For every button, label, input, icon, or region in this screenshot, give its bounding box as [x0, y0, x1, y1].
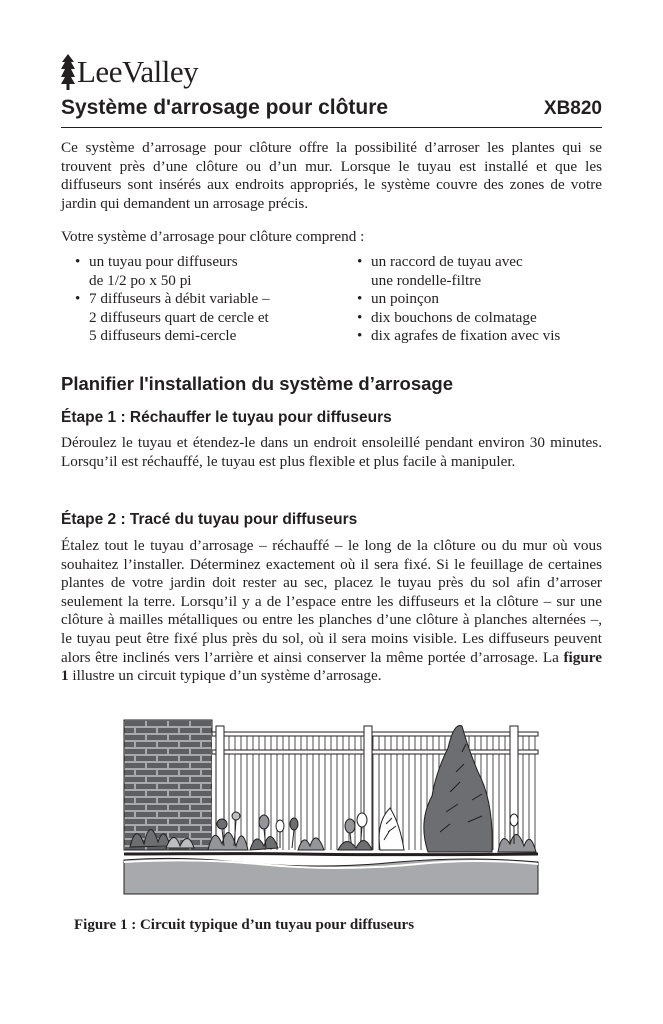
figure-caption: Figure 1 : Circuit typique d’un tuyau pour diffuseurs [74, 917, 415, 933]
brand-logo [61, 50, 198, 90]
page-title: Système d'arrosage pour clôture [61, 96, 389, 119]
contents-list-right [357, 253, 607, 346]
step1-heading: Étape 1 : Réchauffer le tuyau pour diffuseurs [61, 409, 392, 426]
brand-name: LeeValley [77, 54, 199, 89]
product-code: XB820 [543, 98, 602, 119]
list-item: • dix agrafes de fixation avec vis [357, 327, 607, 346]
fence-irrigation-illustration [118, 712, 540, 903]
title-row [61, 96, 602, 120]
section-heading: Planifier l'installation du système d’arrosage [61, 373, 453, 394]
contents-list-left [75, 253, 340, 346]
contents-intro: Votre système d’arrosage pour clôture comprend : [61, 228, 365, 245]
step1-text: Déroulez le tuyau et étendez-le dans un endroit ensoleillé pendant environ 30 minutes. Lorsqu’il est réchauffé, le tuyau est plus flexible et plus facile à manipuler. [61, 434, 602, 470]
step2-text: Étalez tout le tuyau d’arrosage – réchauffé – le long de la clôture ou du mur où vous souhaitez l’installer. Déterminez exactement où il sera fixé. Si le feuillage de certaines plantes de votre jardin doit rester au sec, placez le tuyau près du sol afin d’arroser seulement la terre. Lorsqu’il y a de l’espace entre les diffuseurs et la clôture – sur une clôture à mailles métalliques ou entre les planches d’une clôture à planches alternées –, le tuyau peut être fixé plus près du sol, où il sera moins visible. Les diffuseurs peuvent alors être inclinés vers l’arrière et ainsi conserver la même portée d’arrosage. La figure 1 illustre un circuit typique d’un système d’arrosage. [61, 537, 602, 685]
list-item: • 7 diffuseurs à débit variable – 2 diffuseurs quart de cercle et 5 diffuseurs demi-cercle [75, 290, 340, 346]
step2-heading: Étape 2 : Tracé du tuyau pour diffuseurs [61, 511, 358, 528]
tree-icon [61, 54, 75, 90]
figure-reference: figure 1 [61, 648, 602, 685]
list-item: • dix bouchons de colmatage [357, 309, 607, 328]
intro-paragraph: Ce système d’arrosage pour clôture offre la possibilité d’arroser les plantes qui se trouvent près d’une clôture ou d’un mur. Lorsque le tuyau est installé et que les diffuseurs sont insérés aux endroits appropriés, le système couvre des zones de votre jardin qui demandent un arrosage précis. [61, 139, 602, 212]
list-item: • un raccord de tuyau avec une rondelle-filtre [357, 253, 607, 290]
list-item: • un tuyau pour diffuseurs de 1/2 po x 50 pi [75, 253, 340, 290]
list-item: • un poinçon [357, 290, 607, 309]
title-divider [61, 127, 602, 128]
